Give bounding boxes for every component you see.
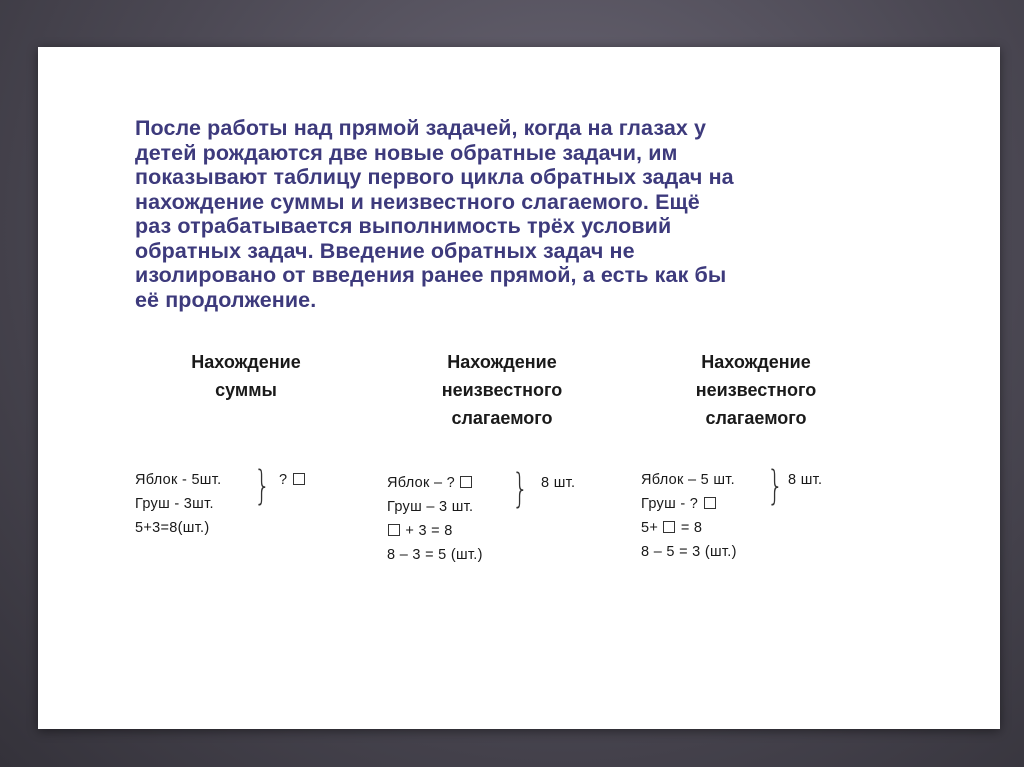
intro-line: детей рождаются две новые обратные задачи, им bbox=[135, 140, 678, 165]
math-line: 5+ = 8 bbox=[641, 520, 703, 536]
column-heading: Нахождение суммы bbox=[191, 352, 301, 400]
column-unknown-addend-2 bbox=[636, 348, 876, 432]
brace-result: 8 шт. bbox=[541, 475, 576, 491]
column-unknown-addend-1-math bbox=[387, 471, 483, 567]
slide bbox=[38, 47, 1000, 729]
brace-icon: } bbox=[254, 463, 271, 509]
math-line: Груш - ? bbox=[641, 492, 737, 516]
brace-icon: } bbox=[512, 466, 529, 512]
brace-result: 8 шт. bbox=[788, 472, 823, 488]
intro-line: обратных задач. Введение обратных задач не bbox=[135, 238, 635, 263]
empty-box-icon bbox=[704, 497, 716, 509]
intro-line: раз отрабатывается выполнимость трёх условий bbox=[135, 214, 672, 238]
math-line: 8 – 5 = 3 (шт.) bbox=[641, 544, 737, 560]
column-heading: Нахождение неизвестного слагаемого bbox=[441, 352, 563, 428]
intro-paragraph bbox=[135, 116, 905, 312]
empty-box-icon bbox=[460, 476, 472, 488]
math-line: 8 – 3 = 5 (шт.) bbox=[387, 547, 483, 563]
column-unknown-addend-1 bbox=[382, 348, 622, 432]
math-line: Яблок – ? bbox=[387, 471, 483, 495]
brace-icon: } bbox=[767, 463, 784, 509]
empty-box-icon bbox=[388, 524, 400, 536]
intro-line: После работы над прямой задачей, когда на глазах у bbox=[135, 116, 707, 140]
math-line: Яблок - 5шт. bbox=[135, 472, 222, 488]
brace-result: ? bbox=[279, 472, 306, 488]
column-sum bbox=[126, 348, 366, 404]
math-line: + 3 = 8 bbox=[387, 519, 483, 543]
column-unknown-addend-2-math bbox=[641, 468, 737, 564]
math-line: 5+3=8(шт.) bbox=[135, 520, 210, 536]
empty-box-icon bbox=[293, 473, 305, 485]
intro-line: изолировано от введения ранее прямой, а есть как бы bbox=[135, 263, 727, 287]
math-line: Груш - 3шт. bbox=[135, 496, 214, 512]
column-heading: Нахождение неизвестного слагаемого bbox=[695, 352, 817, 428]
intro-line: её продолжение. bbox=[135, 287, 317, 312]
empty-box-icon bbox=[663, 521, 675, 533]
math-line: Яблок – 5 шт. bbox=[641, 472, 735, 488]
math-line: Груш – 3 шт. bbox=[387, 499, 474, 515]
intro-line: нахождение суммы и неизвестного слагаемого. Ещё bbox=[135, 189, 700, 214]
intro-line: показывают таблицу первого цикла обратных задач на bbox=[135, 165, 734, 189]
column-sum-math bbox=[135, 468, 221, 540]
